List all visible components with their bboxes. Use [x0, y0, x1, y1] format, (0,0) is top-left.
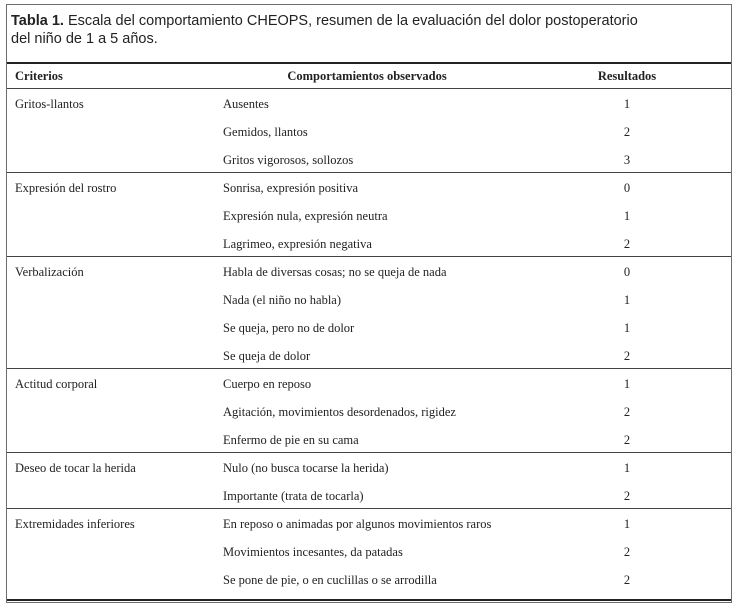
resultado-cell: 0 [623, 265, 631, 279]
group-divider [7, 508, 731, 509]
group-divider [7, 256, 731, 257]
criterio-label: Extremidades inferiores [15, 517, 135, 531]
header-comportamientos: Comportamientos observados [287, 69, 447, 83]
group-divider [7, 368, 731, 369]
comportamiento-cell: Se queja de dolor [223, 349, 311, 363]
comportamiento-cell: Gritos vigorosos, sollozos [223, 153, 354, 167]
criterio-label: Verbalización [15, 265, 84, 279]
comportamiento-cell: En reposo o animadas por algunos movimientos raros [223, 517, 492, 531]
header-rule [7, 88, 731, 89]
resultado-cell: 1 [623, 97, 631, 111]
comportamiento-cell: Importante (trata de tocarla) [223, 489, 364, 503]
group-divider [7, 452, 731, 453]
caption-text-line2: del niño de 1 a 5 años. [11, 31, 158, 47]
header-resultados: Resultados [597, 69, 657, 83]
comportamiento-cell: Gemidos, llantos [223, 125, 308, 139]
resultado-cell: 2 [623, 573, 631, 587]
comportamiento-cell: Se queja, pero no de dolor [223, 321, 355, 335]
table-top-rule [7, 62, 731, 64]
resultado-cell: 3 [623, 153, 631, 167]
resultado-cell: 0 [623, 181, 631, 195]
comportamiento-cell: Sonrisa, expresión positiva [223, 181, 359, 195]
comportamiento-cell: Lagrimeo, expresión negativa [223, 237, 372, 251]
caption-text: Escala del comportamiento CHEOPS, resumen de la evaluación del dolor postoperatorio [63, 13, 638, 29]
comportamiento-cell: Nulo (no busca tocarse la herida) [223, 461, 389, 475]
table-bottom-rule [7, 599, 731, 601]
resultado-cell: 2 [623, 433, 631, 447]
resultado-cell: 2 [623, 125, 631, 139]
comportamiento-cell: Ausentes [223, 97, 269, 111]
criterio-label: Expresión del rostro [15, 181, 117, 195]
group-divider [7, 172, 731, 173]
criterio-label: Actitud corporal [15, 377, 98, 391]
header-criterios: Criterios [15, 69, 63, 83]
criterio-label: Gritos-llantos [15, 97, 84, 111]
resultado-cell: 2 [623, 237, 631, 251]
comportamiento-cell: Expresión nula, expresión neutra [223, 209, 388, 223]
resultado-cell: 1 [623, 377, 631, 391]
criterio-label: Deseo de tocar la herida [15, 461, 136, 475]
comportamiento-cell: Agitación, movimientos desordenados, rigidez [223, 405, 456, 419]
resultado-cell: 1 [623, 461, 631, 475]
comportamiento-cell: Nada (el niño no habla) [223, 293, 342, 307]
resultado-cell: 2 [623, 405, 631, 419]
resultado-cell: 2 [623, 489, 631, 503]
comportamiento-cell: Habla de diversas cosas; no se queja de nada [223, 265, 447, 279]
comportamiento-cell: Se pone de pie, o en cuclillas o se arrodilla [223, 573, 437, 587]
resultado-cell: 1 [623, 517, 631, 531]
resultado-cell: 1 [623, 293, 631, 307]
comportamiento-cell: Enfermo de pie en su cama [223, 433, 359, 447]
comportamiento-cell: Movimientos incesantes, da patadas [223, 545, 403, 559]
caption-label: Tabla 1. [11, 13, 64, 29]
table-figure [6, 4, 732, 603]
comportamiento-cell: Cuerpo en reposo [223, 377, 312, 391]
resultado-cell: 1 [623, 321, 631, 335]
table-caption [11, 12, 711, 48]
resultado-cell: 2 [623, 545, 631, 559]
resultado-cell: 2 [623, 349, 631, 363]
resultado-cell: 1 [623, 209, 631, 223]
